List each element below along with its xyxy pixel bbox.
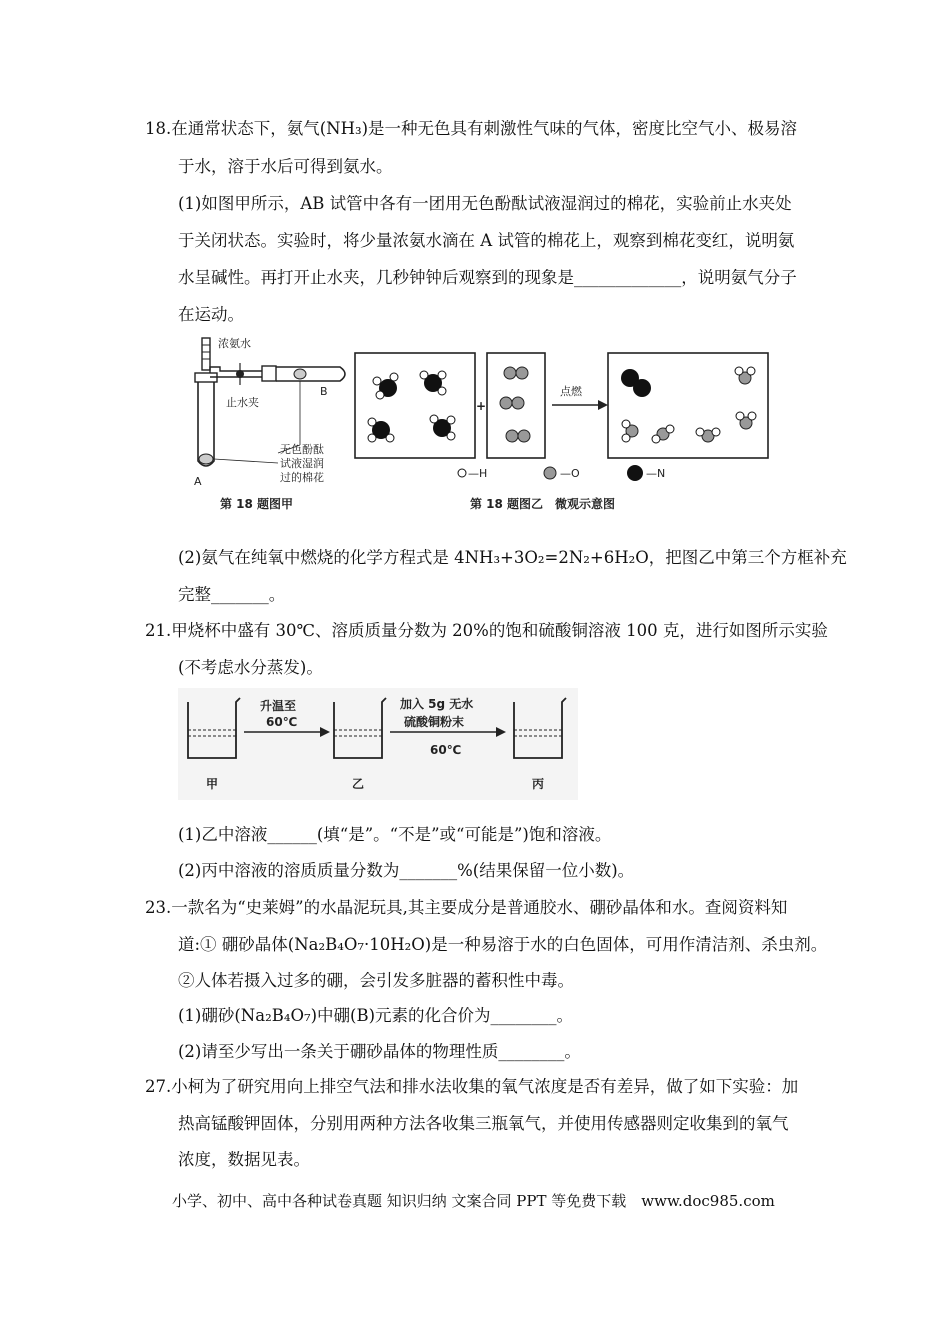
test-tube-a: [198, 381, 214, 466]
h2o-molecule: [696, 428, 720, 442]
q23-line-5: (2)请至少写出一条关于硼砂晶体的物理性质________。: [178, 1042, 581, 1061]
q18-line-8: 完整_______。: [178, 585, 286, 604]
legend-o: —O: [560, 467, 580, 480]
nh3-molecule: [368, 418, 394, 442]
beaker-3-label: 丙: [532, 777, 545, 791]
q23-line-1: 23.一款名为“史莱姆”的水晶泥玩具,其主要成分是普通胶水、硼砂晶体和水。查阅资料知: [145, 898, 788, 917]
q23-line-3: ②人体若摄入过多的硼，会引发多脏器的蓄积性中毒。: [178, 971, 574, 990]
h2o-molecule: [652, 425, 674, 443]
q18-line-7: (2)氨气在纯氧中燃烧的化学方程式是 4NH₃+3O₂=2N₂+6H₂O，把图乙中第三个方框补充: [178, 548, 847, 567]
q21-line-2: (不考虑水分蒸发)。: [178, 658, 323, 677]
h2o-molecule: [735, 367, 755, 384]
box-products: [608, 353, 768, 458]
label-ammonia: 浓氨水: [218, 337, 251, 350]
n2-molecule: [621, 369, 651, 397]
q27-line-1: 27.小柯为了研究用向上排空气法和排水法收集的氧气浓度是否有差异，做了如下实验：加: [145, 1077, 799, 1096]
step2-label-b: 硫酸铜粉末: [404, 715, 465, 729]
q18-line-6: 在运动。: [178, 305, 244, 324]
micro-diagram: [355, 353, 768, 511]
figure-21: [178, 688, 578, 800]
beaker-1-label: 甲: [206, 777, 219, 791]
dropper: [202, 338, 210, 370]
step1-label-b: 60℃: [266, 715, 298, 729]
legend-h: —H: [468, 467, 488, 480]
q18-line-2: 于水，溶于水后可得到氨水。: [178, 157, 393, 176]
q18-line-1: 18.在通常状态下，氨气(NH₃)是一种无色具有刺激性气味的气体，密度比空气小、极易溶: [145, 119, 798, 138]
q23-line-4: (1)硼砂(Na₂B₄O₇)中硼(B)元素的化合价为________。: [178, 1006, 574, 1025]
q23-line-2: 道:① 硼砂晶体(Na₂B₄O₇·10H₂O)是一种易溶于水的白色固体，可用作清洁剂、杀虫剂。: [178, 935, 828, 954]
q21-line-1: 21.甲烧杯中盛有 30℃、溶质质量分数为 20%的饱和硫酸铜溶液 100 克，进行如图所示实验: [145, 621, 828, 640]
legend: [458, 465, 665, 481]
cotton-a: [199, 454, 213, 464]
label-clamp: 止水夹: [226, 396, 259, 409]
plus-sign: +: [476, 399, 487, 413]
cotton-b: [294, 369, 306, 379]
label-cotton-2: 试液湿润: [280, 457, 324, 470]
q18-line-5: 水呈碱性。再打开止水夹，几秒钟钟后观察到的现象是_____________，说明氨气分子: [178, 268, 797, 287]
step2-label-a: 加入 5g 无水: [400, 697, 474, 711]
apparatus-diagram: [194, 336, 345, 511]
q21-line-3: (1)乙中溶液______(填“是”。“不是”或“可能是”)饱和溶液。: [178, 825, 612, 844]
label-a: A: [194, 475, 202, 488]
nh3-molecule: [373, 373, 398, 399]
legend-n: —N: [646, 467, 666, 480]
beaker-2-label: 乙: [352, 777, 365, 791]
label-cotton-3: 过的棉花: [280, 471, 324, 484]
step2-label-c: 60℃: [430, 743, 462, 757]
q27-line-3: 浓度，数据见表。: [178, 1150, 310, 1169]
q27-line-2: 热高锰酸钾固体，分别用两种方法各收集三瓶氧气，并使用传感器则定收集到的氧气: [178, 1114, 789, 1133]
q18-line-3: (1)如图甲所示，AB 试管中各有一团用无色酚酞试液湿润过的棉花，实验前止水夹处: [178, 194, 792, 213]
label-b: B: [320, 385, 328, 398]
caption-a: 第 18 题图甲: [220, 497, 294, 511]
label-ignite: 点燃: [560, 385, 582, 398]
q21-line-4: (2)丙中溶液的溶质质量分数为_______%(结果保留一位小数)。: [178, 861, 635, 880]
caption-b: 第 18 题图乙 微观示意图: [470, 497, 616, 511]
label-cotton-1: 无色酚酞: [280, 443, 324, 456]
nh3-molecule: [430, 415, 455, 440]
nh3-molecule: [420, 371, 446, 395]
h2o-molecule: [736, 412, 756, 429]
step1-label-a: 升温至: [260, 699, 297, 713]
q18-line-4: 于关闭状态。实验时，将少量浓氨水滴在 A 试管的棉花上，观察到棉花变红，说明氨: [178, 231, 795, 250]
h2o-molecule: [622, 420, 638, 442]
test-tube-b: [276, 367, 345, 381]
page-footer: 小学、初中、高中各种试卷真题 知识归纳 文案合同 PPT 等免费下载 www.doc985.com: [172, 1192, 775, 1210]
figure-18: [180, 333, 780, 518]
